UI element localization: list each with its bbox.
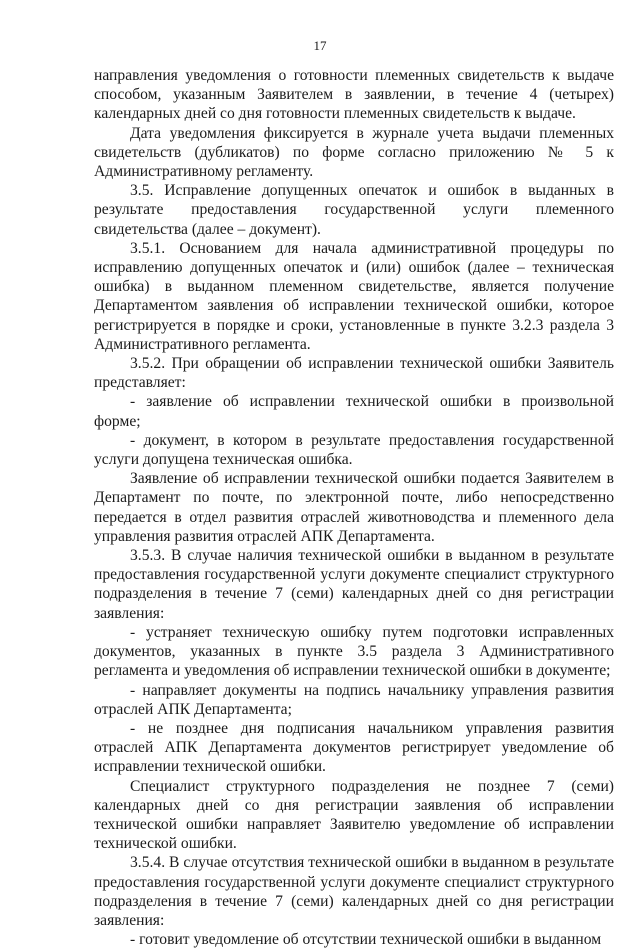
- paragraph-6: - заявление об исправлении технической ошибки в произвольной форме;: [94, 393, 614, 430]
- paragraph-1: направления уведомления о готовности племенных свидетельств к выдаче способом, указанным Заявителем в заявлении, в течение 4 (четырех) календарных дней со дня готовности племенных свидетельств к выдаче.: [94, 67, 614, 123]
- paragraph-9: 3.5.3. В случае наличия технической ошибки в выданном в результате предоставления государственной услуги документе специалист структурного подразделения в течение 7 (семи) календарных дней со дня регистрации заявления:: [94, 547, 614, 622]
- document-body: [94, 66, 614, 949]
- paragraph-2: Дата уведомления фиксируется в журнале учета выдачи племенных свидетельств (дубликатов) по форме согласно приложению № 5 к Административному регламенту.: [94, 124, 614, 181]
- paragraph-15: - готовит уведомление об отсутствии технической ошибки в выданном: [130, 931, 602, 949]
- paragraph-13: Специалист структурного подразделения не позднее 7 (семи) календарных дней со дня регистрации заявления об исправлении технической ошибки направляет Заявителю уведомление об исправлении технической ошибки.: [94, 777, 614, 853]
- paragraph-3: 3.5. Исправление допущенных опечаток и ошибок в выданных в результате предоставления государственной услуги племенного свидетельства (далее – документ).: [94, 182, 614, 238]
- paragraph-8: Заявление об исправлении технической ошибки подается Заявителем в Департамент по почте, по электронной почте, либо непосредственно передается в отдел развития отраслей животноводства и племенного дела управления развития отраслей АПК Департамента.: [94, 470, 614, 545]
- paragraph-7: - документ, в котором в результате предоставления государственной услуги допущена техническая ошибка.: [94, 431, 614, 469]
- paragraph-5: 3.5.2. При обращении об исправлении технической ошибки Заявитель представляет:: [94, 355, 614, 392]
- paragraph-10: - устраняет техническую ошибку путем подготовки исправленных документов, указанных в пункте 3.5 раздела 3 Административного регламента и уведомления об исправлении технической ошибки в документе;: [94, 623, 614, 680]
- paragraph-14: 3.5.4. В случае отсутствия технической ошибки в выданном в результате предоставления государственной услуги документе специалист структурного подразделения в течение 7 (семи) календарных дней со дня регистрации заявления:: [94, 854, 614, 929]
- paragraph-4: 3.5.1. Основанием для начала административной процедуры по исправлению допущенных опечаток и (или) ошибок (далее – техническая ошибка) в выданном племенном свидетельстве, является получение Департаментом заявления об исправлении технической ошибки, которое регистрируется в порядке и сроки, установленные в пункте 3.2.3 раздела 3 Административного регламента.: [94, 239, 614, 353]
- paragraph-11: - направляет документы на подпись начальнику управления развития отраслей АПК Департамента;: [94, 681, 614, 718]
- paragraph-12: - не позднее дня подписания начальником управления развития отраслей АПК Департамента документов регистрирует уведомление об исправлении технической ошибки.: [94, 719, 614, 776]
- page-number: 17: [313, 38, 327, 53]
